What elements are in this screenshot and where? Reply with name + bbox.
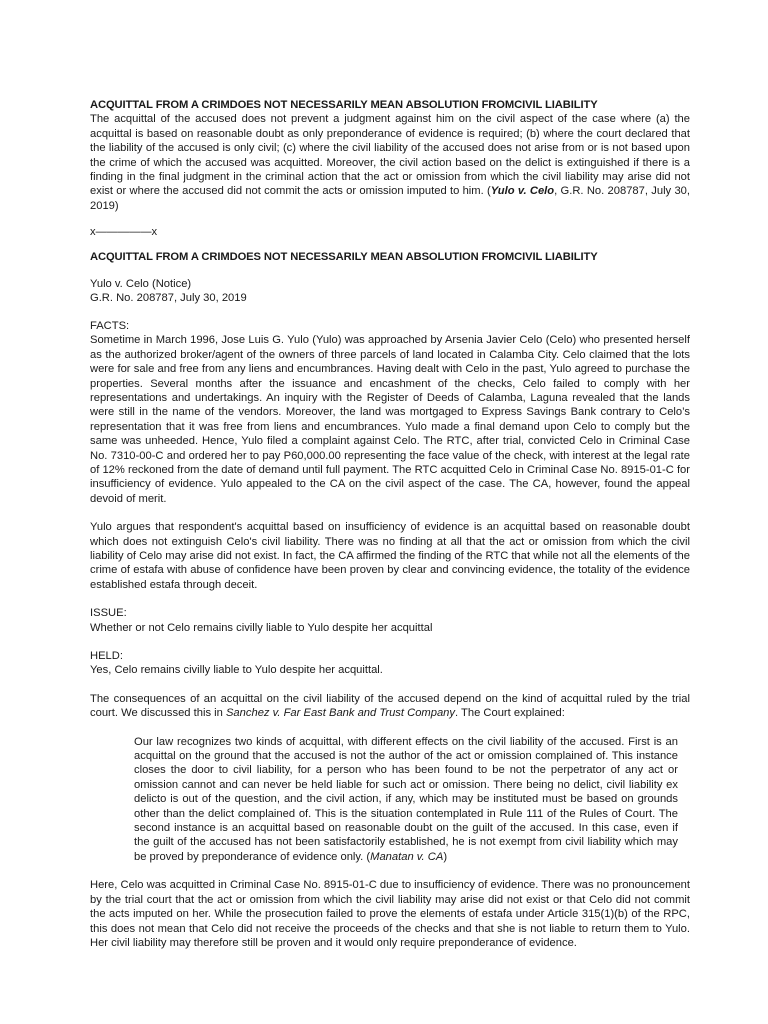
summary-citation-tail: , G.R. No. 208787, July 30, 2019) — [90, 185, 690, 212]
summary-citation: Yulo v. Celo — [490, 185, 555, 198]
quote-close: ) — [443, 850, 448, 863]
section-divider: x—————x — [90, 226, 158, 239]
block-quote — [134, 735, 678, 865]
case-reference: Sanchez v. Far East Bank and Trust Company — [225, 707, 455, 720]
quote-case: Manatan v. CA — [370, 850, 444, 863]
held-text: Yes, Celo remains civilly liable to Yulo despite her acquittal. — [90, 664, 383, 677]
summary-text: The acquittal of the accused does not prevent a judgment against him on the civil aspect of the case where (a) the acquittal is based on reasonable doubt as only preponderance of evidence is required; (b) where the court declared that the liability of the accused is only civil; (c) where the civil liability of the accused does not arise from or is not based upon the crime of which the accused was acquitted. Moreover, the civil action based on the delict is extinguished if there is a finding in the final judgment in the criminal action that the act or omission from which the civil liability may arise did not exist or where the accused did not commit the acts or omission imputed to him. ( — [90, 113, 690, 198]
quote-text: Our law recognizes two kinds of acquittal, with different effects on the civil liability of the accused. First is an acquittal on the ground that the accused is not the author of the act or omission complained of. This instance closes the door to civil liability, for a person who has been found to be not the perpetrator of any act or omission cannot and can never be held liable for such act or omission. There being no delict, civil liability ex delicto is out of the question, and the civil action, if any, which may be instituted must be based on grounds other than the delict complained of. This is the situation contemplated in Rule 111 of the Rules of Court. The second instance is an acquittal based on reasonable doubt on the guilt of the accused. In this case, even if the guilt of the accused has not been satisfactorily established, he is not exempt from civil liability which may be proved by preponderance of evidence only. ( — [134, 735, 678, 863]
consequences-tail: . The Court explained: — [455, 707, 565, 720]
consequences-paragraph — [90, 692, 690, 721]
summary-paragraph — [90, 112, 690, 213]
issue-text: Whether or not Celo remains civilly liable to Yulo despite her acquittal — [90, 621, 433, 634]
facts-label: FACTS: — [90, 319, 130, 332]
consequences-text: The consequences of an acquittal on the civil liability of the accused depend on the kind of acquittal ruled by the trial court. We discussed this in — [90, 692, 690, 720]
case-title: Yulo v. Celo (Notice) — [90, 278, 192, 291]
case-number: G.R. No. 208787, July 30, 2019 — [90, 292, 247, 305]
held-label: HELD: — [90, 650, 123, 662]
section-heading-repeat: ACQUITTAL FROM A CRIMDOES NOT NECESSARILY MEAN ABSOLUTION FROMCIVIL LIABILITY — [90, 250, 598, 263]
argument-paragraph: Yulo argues that respondent's acquittal based on insufficiency of evidence is an acquittal based on reasonable doubt which does not extinguish Celo's civil liability. There was no finding at all that the act or omission from which the civil liability of Celo may arise did not exist. In fact, the CA affirmed the finding of the RTC that while not all the elements of the crime of estafa with abuse of confidence have been proven by clear and convincing evidence, the totality of the evidence established estafa through deceit. — [90, 521, 690, 591]
conclusion-paragraph: Here, Celo was acquitted in Criminal Case No. 8915-01-C due to insufficiency of evidence. There was no pronouncement by the trial court that the act or omission from which the civil liability may arise did not exist or that Celo did not commit the acts imputed on her. While the prosecution failed to prove the elements of estafa under Article 315(1)(b) of the RPC, this does not mean that Celo did not receive the proceeds of the checks and that she is not liable to return them to Yulo. Her civil liability may therefore still be proven and it would only require preponderance of evidence. — [90, 879, 690, 949]
issue-label: ISSUE: — [90, 607, 127, 620]
facts-paragraph: Sometime in March 1996, Jose Luis G. Yulo (Yulo) was approached by Arsenia Javier Celo (Celo) who presented herself as the authorized broker/agent of the owners of three parcels of land located in Calamba City. Celo claimed that the lots were for sale and free from any liens and encumbrances. Having dealt with Celo in the past, Yulo agreed to purchase the properties. Several months after the issuance and encashment of the checks, Celo failed to comply with her representations and undertakings. An inquiry with the Register of Deeds of Calamba, Laguna revealed that the lands were still in the name of the vendors. Moreover, the land was mortgaged to Express Savings Bank contrary to Celo’s representation that it was free from liens and encumbrances. Yulo made a final demand upon Celo to comply but the same was unheeded. Hence, Yulo filed a complaint against Celo. The RTC, after trial, convicted Celo in Criminal Case No. 7310-00-C and ordered her to pay P60,000.00 representing the face value of the check, with interest at the legal rate of 12% reckoned from the date of demand until full payment. The RTC acquitted Celo in Criminal Case No. 8915-01-C for insufficiency of evidence. Yulo appealed to the CA on the civil aspect of the case. The CA, however, found the appeal devoid of merit. — [90, 334, 690, 505]
section-heading: ACQUITTAL FROM A CRIMDOES NOT NECESSARILY MEAN ABSOLUTION FROMCIVIL LIABILITY — [90, 99, 598, 111]
